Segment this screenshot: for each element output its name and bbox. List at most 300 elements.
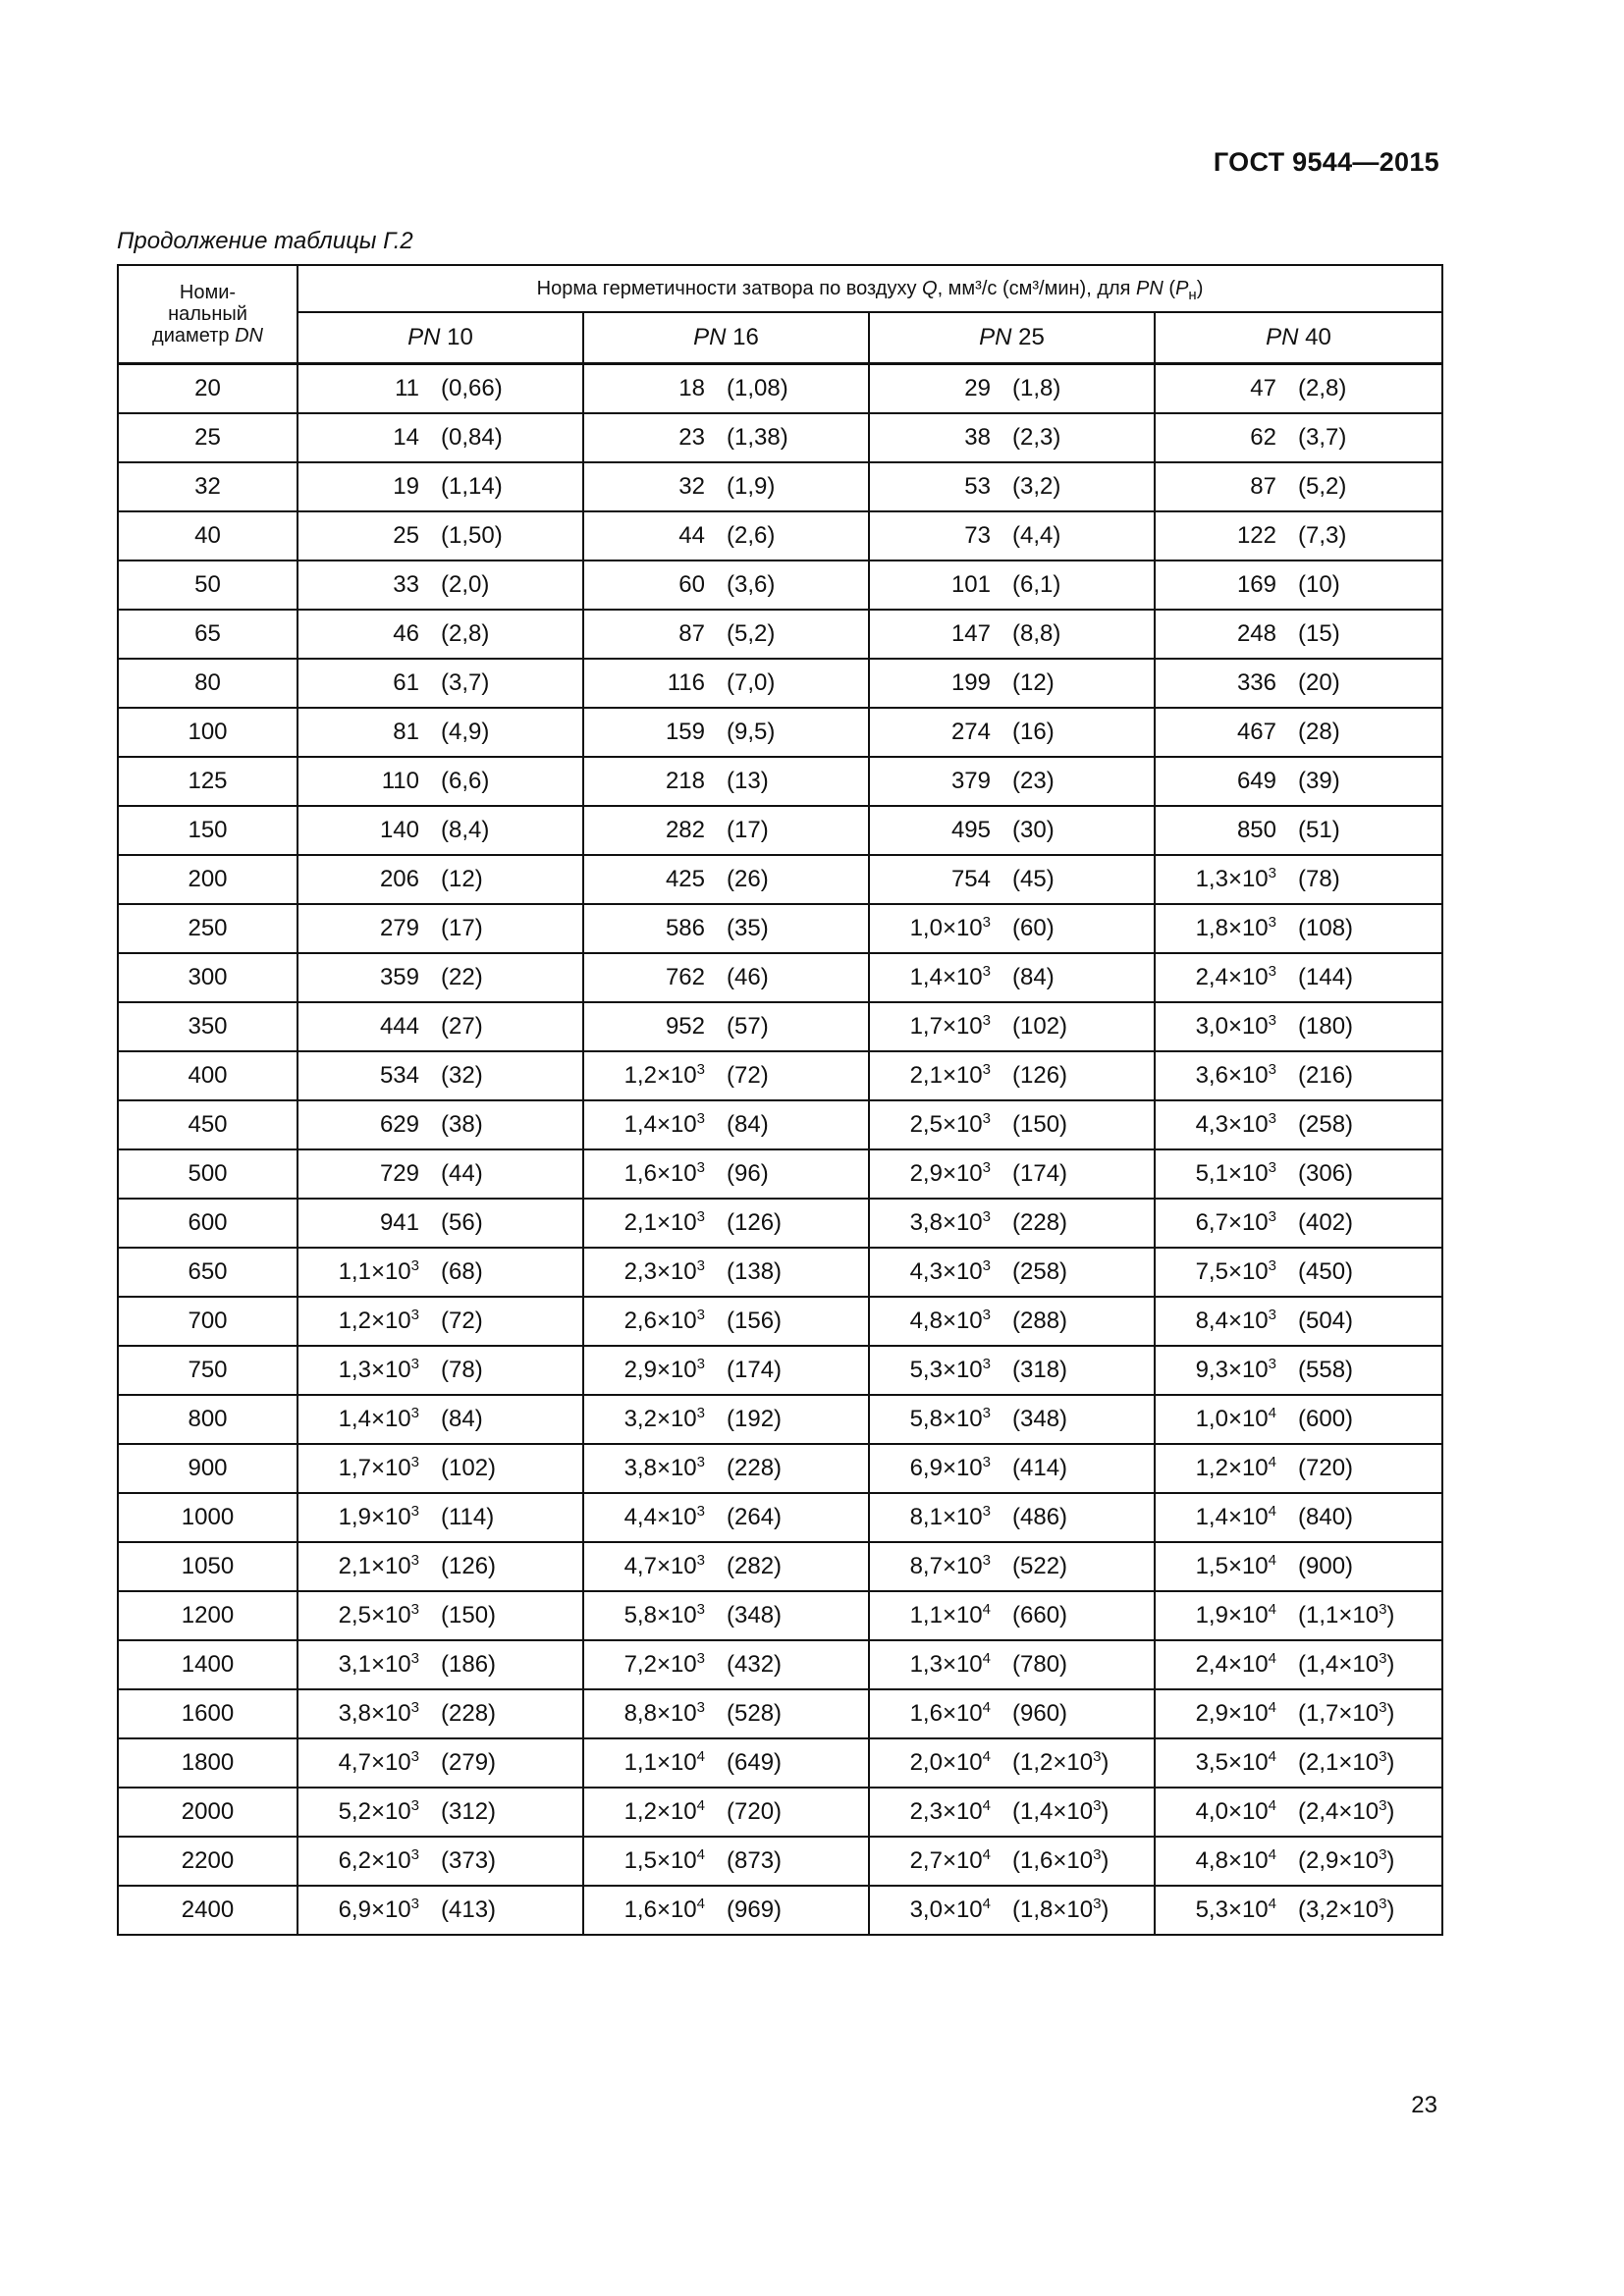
- cell-leakage-value: [1155, 364, 1442, 413]
- value-cm3-per-min: (8,8): [1012, 619, 1061, 647]
- value-cm3-per-min: (900): [1298, 1552, 1354, 1579]
- header-pn-16: PN 16: [583, 312, 869, 364]
- cell-leakage-value: [298, 462, 583, 511]
- value-cm3-per-min: (23): [1012, 767, 1055, 794]
- cell-leakage-value: [583, 462, 869, 511]
- cell-nominal-diameter: 32: [118, 462, 298, 511]
- cell-leakage-value: [298, 855, 583, 904]
- value-cm3-per-min: (486): [1012, 1503, 1068, 1530]
- value-cm3-per-min: (258): [1298, 1110, 1354, 1138]
- value-cm3-per-min: (39): [1298, 767, 1340, 794]
- cell-nominal-diameter: 800: [118, 1395, 298, 1444]
- header-pn-25: PN 25: [869, 312, 1155, 364]
- value-cm3-per-min: (16): [1012, 718, 1055, 745]
- table-row: [118, 1689, 1442, 1738]
- cell-nominal-diameter: 1200: [118, 1591, 298, 1640]
- table-row: [118, 1100, 1442, 1149]
- table-row: [118, 708, 1442, 757]
- value-mm3-per-s: $1,1\times 10^4$: [909, 1600, 991, 1629]
- table-row: [118, 1591, 1442, 1640]
- value-cm3-per-min: $(3,2\times 10^3)$: [1298, 1895, 1395, 1923]
- cell-leakage-value: [1155, 1886, 1442, 1935]
- value-cm3-per-min: (3,7): [441, 668, 490, 696]
- value-mm3-per-s: 218: [665, 767, 705, 794]
- cell-leakage-value: [1155, 1002, 1442, 1051]
- value-cm3-per-min: (138): [727, 1257, 783, 1285]
- cell-nominal-diameter: 450: [118, 1100, 298, 1149]
- table-row: [118, 413, 1442, 462]
- value-mm3-per-s: $1,1\times 10^3$: [338, 1256, 419, 1285]
- value-cm3-per-min: (3,6): [727, 570, 776, 598]
- cell-leakage-value: [869, 1738, 1155, 1788]
- value-mm3-per-s: 32: [678, 472, 705, 500]
- value-cm3-per-min: (522): [1012, 1552, 1068, 1579]
- value-cm3-per-min: (12): [441, 865, 483, 892]
- value-mm3-per-s: 122: [1236, 521, 1276, 549]
- value-cm3-per-min: (0,66): [441, 374, 503, 401]
- cell-nominal-diameter: 40: [118, 511, 298, 561]
- value-cm3-per-min: (450): [1298, 1257, 1354, 1285]
- value-mm3-per-s: $3,8\times 10^3$: [623, 1453, 705, 1481]
- cell-leakage-value: [583, 1788, 869, 1837]
- value-cm3-per-min: (15): [1298, 619, 1340, 647]
- cell-leakage-value: [583, 1542, 869, 1591]
- cell-leakage-value: [298, 1788, 583, 1837]
- value-mm3-per-s: 44: [678, 521, 705, 549]
- value-cm3-per-min: (3,7): [1298, 423, 1347, 451]
- cell-leakage-value: [869, 1100, 1155, 1149]
- cell-leakage-value: [298, 1346, 583, 1395]
- value-cm3-per-min: (1,14): [441, 472, 503, 500]
- table-row: [118, 1444, 1442, 1493]
- cell-leakage-value: [869, 1248, 1155, 1297]
- cell-leakage-value: [583, 1444, 869, 1493]
- page-number: 23: [1411, 2092, 1437, 2118]
- table-row: [118, 1493, 1442, 1542]
- cell-leakage-value: [583, 708, 869, 757]
- cell-leakage-value: [583, 1395, 869, 1444]
- value-mm3-per-s: $4,0\times 10^4$: [1195, 1796, 1276, 1825]
- value-cm3-per-min: (649): [727, 1748, 783, 1776]
- value-cm3-per-min: (192): [727, 1405, 783, 1432]
- value-cm3-per-min: (174): [1012, 1159, 1068, 1187]
- value-mm3-per-s: $1,9\times 10^3$: [338, 1502, 419, 1530]
- value-mm3-per-s: $3,1\times 10^3$: [338, 1649, 419, 1678]
- value-mm3-per-s: $3,6\times 10^3$: [1195, 1060, 1276, 1089]
- value-cm3-per-min: (46): [727, 963, 769, 990]
- value-mm3-per-s: 23: [678, 423, 705, 451]
- value-cm3-per-min: $(1,4\times 10^3)$: [1298, 1649, 1395, 1678]
- cell-leakage-value: [1155, 1444, 1442, 1493]
- value-mm3-per-s: $1,5\times 10^4$: [1195, 1551, 1276, 1579]
- value-cm3-per-min: (318): [1012, 1356, 1068, 1383]
- value-mm3-per-s: $8,8\times 10^3$: [623, 1698, 705, 1727]
- value-mm3-per-s: 649: [1236, 767, 1276, 794]
- value-cm3-per-min: (72): [727, 1061, 769, 1089]
- value-cm3-per-min: $(1,8\times 10^3)$: [1012, 1895, 1110, 1923]
- table-row: [118, 1051, 1442, 1100]
- value-mm3-per-s: $9,3\times 10^3$: [1195, 1355, 1276, 1383]
- cell-leakage-value: [1155, 757, 1442, 806]
- value-cm3-per-min: (2,8): [441, 619, 490, 647]
- cell-leakage-value: [1155, 1738, 1442, 1788]
- table-caption: Продолжение таблицы Г.2: [117, 228, 413, 254]
- value-cm3-per-min: (1,8): [1012, 374, 1061, 401]
- value-cm3-per-min: (26): [727, 865, 769, 892]
- cell-leakage-value: [298, 1886, 583, 1935]
- cell-leakage-value: [298, 953, 583, 1002]
- value-mm3-per-s: $2,5\times 10^3$: [909, 1109, 991, 1138]
- cell-leakage-value: [298, 1248, 583, 1297]
- value-mm3-per-s: $2,3\times 10^4$: [909, 1796, 991, 1825]
- cell-nominal-diameter: 400: [118, 1051, 298, 1100]
- cell-leakage-value: [583, 364, 869, 413]
- table-row: [118, 1395, 1442, 1444]
- cell-leakage-value: [298, 1689, 583, 1738]
- value-mm3-per-s: $4,8\times 10^3$: [909, 1306, 991, 1334]
- value-cm3-per-min: (873): [727, 1846, 783, 1874]
- header-pn-10: PN 10: [298, 312, 583, 364]
- table-row: [118, 1248, 1442, 1297]
- value-cm3-per-min: (3,2): [1012, 472, 1061, 500]
- cell-leakage-value: [298, 364, 583, 413]
- cell-leakage-value: [1155, 511, 1442, 561]
- value-cm3-per-min: (32): [441, 1061, 483, 1089]
- cell-leakage-value: [869, 1297, 1155, 1346]
- value-cm3-per-min: (126): [441, 1552, 497, 1579]
- value-cm3-per-min: (108): [1298, 914, 1354, 941]
- value-mm3-per-s: $5,3\times 10^3$: [909, 1355, 991, 1383]
- value-mm3-per-s: 19: [393, 472, 419, 500]
- value-cm3-per-min: (17): [727, 816, 769, 843]
- cell-leakage-value: [869, 1051, 1155, 1100]
- value-cm3-per-min: (2,8): [1298, 374, 1347, 401]
- value-cm3-per-min: (57): [727, 1012, 769, 1040]
- cell-leakage-value: [869, 610, 1155, 659]
- cell-leakage-value: [298, 1493, 583, 1542]
- value-cm3-per-min: (312): [441, 1797, 497, 1825]
- value-cm3-per-min: (56): [441, 1208, 483, 1236]
- value-cm3-per-min: $(1,7\times 10^3)$: [1298, 1698, 1395, 1727]
- table-row: [118, 1149, 1442, 1199]
- table-row: [118, 462, 1442, 511]
- cell-leakage-value: [1155, 1493, 1442, 1542]
- value-mm3-per-s: $1,7\times 10^3$: [909, 1011, 991, 1040]
- cell-leakage-value: [583, 1346, 869, 1395]
- cell-leakage-value: [298, 511, 583, 561]
- cell-nominal-diameter: 250: [118, 904, 298, 953]
- leakage-rate-table: [117, 264, 1443, 1936]
- value-mm3-per-s: $2,1\times 10^3$: [338, 1551, 419, 1579]
- value-cm3-per-min: (413): [441, 1896, 497, 1923]
- cell-leakage-value: [869, 462, 1155, 511]
- value-cm3-per-min: $(1,4\times 10^3)$: [1012, 1796, 1110, 1825]
- cell-leakage-value: [869, 1199, 1155, 1248]
- value-mm3-per-s: $1,5\times 10^4$: [623, 1845, 705, 1874]
- value-cm3-per-min: (9,5): [727, 718, 776, 745]
- value-cm3-per-min: (720): [1298, 1454, 1354, 1481]
- cell-leakage-value: [583, 806, 869, 855]
- table-row: [118, 1542, 1442, 1591]
- cell-leakage-value: [298, 413, 583, 462]
- value-mm3-per-s: $3,5\times 10^4$: [1195, 1747, 1276, 1776]
- cell-leakage-value: [869, 1591, 1155, 1640]
- cell-nominal-diameter: 20: [118, 364, 298, 413]
- value-mm3-per-s: $6,9\times 10^3$: [909, 1453, 991, 1481]
- cell-leakage-value: [298, 1738, 583, 1788]
- value-cm3-per-min: (8,4): [441, 816, 490, 843]
- cell-leakage-value: [869, 1346, 1155, 1395]
- value-mm3-per-s: $4,4\times 10^3$: [623, 1502, 705, 1530]
- cell-leakage-value: [298, 1100, 583, 1149]
- cell-leakage-value: [583, 1199, 869, 1248]
- value-cm3-per-min: $(1,6\times 10^3)$: [1012, 1845, 1110, 1874]
- value-cm3-per-min: (969): [727, 1896, 783, 1923]
- cell-leakage-value: [583, 1149, 869, 1199]
- cell-leakage-value: [583, 1248, 869, 1297]
- value-mm3-per-s: $1,2\times 10^4$: [1195, 1453, 1276, 1481]
- value-mm3-per-s: 110: [381, 767, 419, 794]
- cell-nominal-diameter: 650: [118, 1248, 298, 1297]
- value-mm3-per-s: 140: [379, 816, 419, 843]
- value-cm3-per-min: (6,1): [1012, 570, 1061, 598]
- value-cm3-per-min: (4,4): [1012, 521, 1061, 549]
- value-mm3-per-s: 33: [393, 570, 419, 598]
- value-mm3-per-s: 62: [1250, 423, 1276, 451]
- value-cm3-per-min: (180): [1298, 1012, 1354, 1040]
- value-mm3-per-s: 279: [379, 914, 419, 941]
- value-mm3-per-s: $7,5\times 10^3$: [1195, 1256, 1276, 1285]
- cell-leakage-value: [1155, 953, 1442, 1002]
- value-mm3-per-s: $1,2\times 10^3$: [623, 1060, 705, 1089]
- value-cm3-per-min: (78): [441, 1356, 483, 1383]
- cell-leakage-value: [869, 904, 1155, 953]
- value-cm3-per-min: (228): [441, 1699, 497, 1727]
- value-mm3-per-s: $4,8\times 10^4$: [1195, 1845, 1276, 1874]
- cell-leakage-value: [869, 855, 1155, 904]
- value-cm3-per-min: (68): [441, 1257, 483, 1285]
- value-cm3-per-min: (96): [727, 1159, 769, 1187]
- value-cm3-per-min: (150): [441, 1601, 497, 1629]
- value-mm3-per-s: $2,7\times 10^4$: [909, 1845, 991, 1874]
- value-cm3-per-min: (84): [727, 1110, 769, 1138]
- cell-leakage-value: [298, 1591, 583, 1640]
- cell-leakage-value: [1155, 413, 1442, 462]
- header-pn-40: PN 40: [1155, 312, 1442, 364]
- cell-leakage-value: [583, 1051, 869, 1100]
- value-mm3-per-s: $6,9\times 10^3$: [338, 1895, 419, 1923]
- cell-leakage-value: [298, 1051, 583, 1100]
- value-mm3-per-s: 762: [665, 963, 705, 990]
- cell-leakage-value: [869, 413, 1155, 462]
- cell-leakage-value: [583, 1591, 869, 1640]
- value-cm3-per-min: (414): [1012, 1454, 1068, 1481]
- cell-nominal-diameter: 2000: [118, 1788, 298, 1837]
- cell-leakage-value: [298, 1149, 583, 1199]
- value-mm3-per-s: $6,7\times 10^3$: [1195, 1207, 1276, 1236]
- cell-leakage-value: [869, 659, 1155, 708]
- value-mm3-per-s: 444: [379, 1012, 419, 1040]
- value-mm3-per-s: 850: [1236, 816, 1276, 843]
- value-cm3-per-min: (144): [1298, 963, 1354, 990]
- table-row: [118, 953, 1442, 1002]
- value-cm3-per-min: (2,0): [441, 570, 490, 598]
- value-mm3-per-s: $1,0\times 10^4$: [1195, 1404, 1276, 1432]
- value-cm3-per-min: (960): [1012, 1699, 1068, 1727]
- value-cm3-per-min: (12): [1012, 668, 1055, 696]
- cell-leakage-value: [583, 1689, 869, 1738]
- value-cm3-per-min: (1,9): [727, 472, 776, 500]
- value-cm3-per-min: (38): [441, 1110, 483, 1138]
- value-mm3-per-s: 336: [1236, 668, 1276, 696]
- value-cm3-per-min: (5,2): [1298, 472, 1347, 500]
- value-mm3-per-s: 248: [1236, 619, 1276, 647]
- value-mm3-per-s: $1,9\times 10^4$: [1195, 1600, 1276, 1629]
- cell-leakage-value: [298, 1002, 583, 1051]
- cell-leakage-value: [298, 1297, 583, 1346]
- value-mm3-per-s: $3,8\times 10^3$: [338, 1698, 419, 1727]
- cell-nominal-diameter: 200: [118, 855, 298, 904]
- cell-leakage-value: [583, 561, 869, 610]
- cell-leakage-value: [869, 1886, 1155, 1935]
- value-cm3-per-min: (1,38): [727, 423, 788, 451]
- cell-leakage-value: [1155, 855, 1442, 904]
- value-mm3-per-s: $1,3\times 10^3$: [338, 1355, 419, 1383]
- header-leakage-norm: Норма герметичности затвора по воздуху Q, мм³/с (см³/мин), для PN $(P_н)$: [298, 265, 1442, 312]
- cell-nominal-diameter: 65: [118, 610, 298, 659]
- cell-nominal-diameter: 1600: [118, 1689, 298, 1738]
- cell-leakage-value: [1155, 1395, 1442, 1444]
- value-mm3-per-s: $2,9\times 10^3$: [623, 1355, 705, 1383]
- cell-leakage-value: [1155, 708, 1442, 757]
- value-mm3-per-s: $4,3\times 10^3$: [1195, 1109, 1276, 1138]
- table-row: [118, 610, 1442, 659]
- cell-leakage-value: [583, 413, 869, 462]
- value-cm3-per-min: (282): [727, 1552, 783, 1579]
- value-mm3-per-s: $2,4\times 10^3$: [1195, 962, 1276, 990]
- cell-nominal-diameter: 1050: [118, 1542, 298, 1591]
- value-mm3-per-s: 199: [950, 668, 991, 696]
- value-mm3-per-s: $2,9\times 10^4$: [1195, 1698, 1276, 1727]
- value-mm3-per-s: $4,7\times 10^3$: [623, 1551, 705, 1579]
- value-mm3-per-s: 282: [665, 816, 705, 843]
- cell-leakage-value: [1155, 1837, 1442, 1886]
- value-cm3-per-min: (72): [441, 1307, 483, 1334]
- value-mm3-per-s: $1,1\times 10^4$: [623, 1747, 705, 1776]
- cell-nominal-diameter: 700: [118, 1297, 298, 1346]
- value-cm3-per-min: (402): [1298, 1208, 1354, 1236]
- value-cm3-per-min: (156): [727, 1307, 783, 1334]
- cell-leakage-value: [298, 1837, 583, 1886]
- cell-leakage-value: [583, 1002, 869, 1051]
- value-cm3-per-min: (720): [727, 1797, 783, 1825]
- value-cm3-per-min: (1,50): [441, 521, 503, 549]
- value-mm3-per-s: $2,0\times 10^4$: [909, 1747, 991, 1776]
- cell-leakage-value: [869, 1493, 1155, 1542]
- value-cm3-per-min: (20): [1298, 668, 1340, 696]
- cell-leakage-value: [869, 806, 1155, 855]
- value-mm3-per-s: $2,1\times 10^3$: [909, 1060, 991, 1089]
- value-cm3-per-min: (660): [1012, 1601, 1068, 1629]
- table-row: [118, 855, 1442, 904]
- cell-leakage-value: [1155, 1297, 1442, 1346]
- value-mm3-per-s: 467: [1236, 718, 1276, 745]
- value-mm3-per-s: $4,7\times 10^3$: [338, 1747, 419, 1776]
- value-cm3-per-min: (22): [441, 963, 483, 990]
- value-mm3-per-s: 47: [1250, 374, 1276, 401]
- value-cm3-per-min: (60): [1012, 914, 1055, 941]
- cell-nominal-diameter: 2400: [118, 1886, 298, 1935]
- value-cm3-per-min: (114): [441, 1503, 495, 1530]
- value-mm3-per-s: $2,1\times 10^3$: [623, 1207, 705, 1236]
- value-mm3-per-s: $2,6\times 10^3$: [623, 1306, 705, 1334]
- value-cm3-per-min: (258): [1012, 1257, 1068, 1285]
- cell-leakage-value: [1155, 1248, 1442, 1297]
- value-mm3-per-s: $1,3\times 10^4$: [909, 1649, 991, 1678]
- value-cm3-per-min: (126): [727, 1208, 783, 1236]
- value-cm3-per-min: (5,2): [727, 619, 776, 647]
- value-cm3-per-min: (30): [1012, 816, 1055, 843]
- value-cm3-per-min: (84): [441, 1405, 483, 1432]
- cell-leakage-value: [1155, 659, 1442, 708]
- value-mm3-per-s: $7,2\times 10^3$: [623, 1649, 705, 1678]
- cell-leakage-value: [583, 904, 869, 953]
- cell-leakage-value: [869, 1542, 1155, 1591]
- value-mm3-per-s: 359: [379, 963, 419, 990]
- cell-leakage-value: [869, 708, 1155, 757]
- cell-leakage-value: [869, 561, 1155, 610]
- value-mm3-per-s: $1,4\times 10^3$: [909, 962, 991, 990]
- value-cm3-per-min: (7,3): [1298, 521, 1347, 549]
- value-mm3-per-s: 116: [667, 668, 705, 696]
- value-cm3-per-min: (348): [1012, 1405, 1068, 1432]
- value-mm3-per-s: 754: [950, 865, 991, 892]
- value-mm3-per-s: 159: [665, 718, 705, 745]
- cell-leakage-value: [869, 953, 1155, 1002]
- value-cm3-per-min: (6,6): [441, 767, 490, 794]
- value-mm3-per-s: 379: [950, 767, 991, 794]
- cell-nominal-diameter: 500: [118, 1149, 298, 1199]
- cell-leakage-value: [1155, 1640, 1442, 1689]
- value-cm3-per-min: (126): [1012, 1061, 1068, 1089]
- table-row: [118, 806, 1442, 855]
- value-cm3-per-min: (279): [441, 1748, 497, 1776]
- value-cm3-per-min: (2,6): [727, 521, 776, 549]
- value-mm3-per-s: 87: [678, 619, 705, 647]
- value-mm3-per-s: $3,0\times 10^4$: [909, 1895, 991, 1923]
- cell-nominal-diameter: 25: [118, 413, 298, 462]
- value-mm3-per-s: $1,7\times 10^3$: [338, 1453, 419, 1481]
- cell-leakage-value: [583, 1837, 869, 1886]
- value-cm3-per-min: (0,84): [441, 423, 503, 451]
- value-mm3-per-s: $1,2\times 10^3$: [338, 1306, 419, 1334]
- cell-nominal-diameter: 80: [118, 659, 298, 708]
- value-cm3-per-min: (27): [441, 1012, 483, 1040]
- cell-leakage-value: [869, 511, 1155, 561]
- cell-leakage-value: [583, 1886, 869, 1935]
- value-cm3-per-min: (432): [727, 1650, 783, 1678]
- value-cm3-per-min: $(2,4\times 10^3)$: [1298, 1796, 1395, 1825]
- cell-nominal-diameter: 750: [118, 1346, 298, 1395]
- value-mm3-per-s: $1,4\times 10^3$: [338, 1404, 419, 1432]
- cell-leakage-value: [298, 1640, 583, 1689]
- value-mm3-per-s: 952: [665, 1012, 705, 1040]
- table-body: [118, 364, 1442, 1935]
- value-cm3-per-min: $(2,9\times 10^3)$: [1298, 1845, 1395, 1874]
- value-cm3-per-min: (306): [1298, 1159, 1354, 1187]
- value-cm3-per-min: (102): [441, 1454, 497, 1481]
- value-mm3-per-s: $5,1\times 10^3$: [1195, 1158, 1276, 1187]
